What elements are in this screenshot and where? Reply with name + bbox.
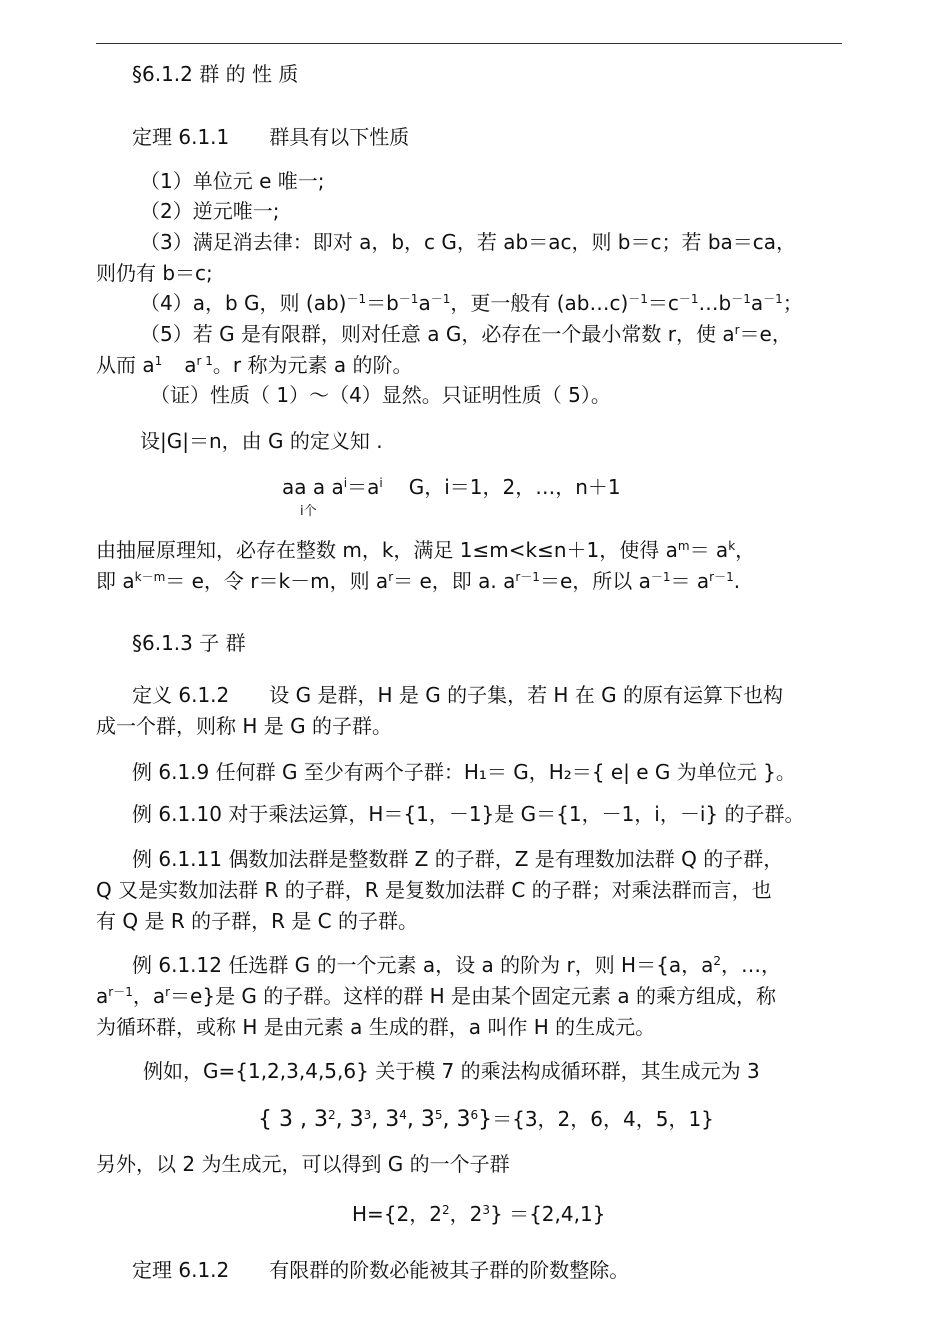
property-2: （2）逆元唯一; (140, 199, 280, 223)
equation-generator-3: { 3 , $3^2$, $3^3$, $3^4$, $3^5$, $3^6\}=\{3$，2，6，4，5，1} (258, 1107, 714, 1132)
section-heading-6-1-2: §6.1.2 群 的 性 质 (132, 62, 299, 86)
theorem-6-1-2 (132, 1256, 629, 1284)
definition-6-1-2-line-2: 成一个群，则称 H 是 G 的子群。 (96, 714, 392, 738)
property-4: （4）a，b G，则 $(ab)^{-1}=b^{-1}a^{-1}$，更一般有 $(ab\dots c)^{-1}=c^{-1}\dots b^{-1}a^{-1}$； (140, 291, 803, 315)
theorem-text: 群具有以下性质 (269, 125, 410, 149)
pigeonhole-line-1: 由抽屉原理知，必存在整数 m，k，满足 1≤m<k≤n＋1，使得 $a^m= a^k$， (96, 538, 756, 562)
example-6-1-11-line-3: 有 Q 是 R 的子群，R 是 C 的子群。 (96, 909, 419, 933)
theorem-text: 有限群的阶数必能被其子群的阶数整除。 (269, 1258, 630, 1282)
property-3-line-2: 则仍有 b＝c; (96, 261, 213, 285)
section-heading-6-1-3: §6.1.3 子 群 (132, 631, 246, 655)
example-6-1-11-line-2: Q 又是实数加法群 R 的子群，R 是复数加法群 C 的子群；对乘法群而言，也 (96, 878, 772, 902)
example-6-1-10: 例 6.1.10 对于乘法运算，H＝{1，－1}是 G＝{1，－1，i，－i} 的子群。 (132, 802, 805, 826)
header-rule (96, 43, 842, 44)
theorem-6-1-1 (132, 123, 409, 151)
proof-setup: 设|G|＝n，由 G 的定义知 . (140, 429, 383, 453)
equation-subgroup-h: H={2，$2^2$，$2^3\} =\{2,4,1\}$ (352, 1202, 606, 1226)
example-6-1-9: 例 6.1.9 任何群 G 至少有两个子群：H₁＝ G，H₂＝{ e| e G 为单位元 }。 (132, 760, 796, 784)
property-1: （1）单位元 e 唯一; (140, 169, 325, 193)
example-6-1-11-line-1: 例 6.1.11 偶数加法群是整数群 Z 的子群，Z 是有理数加法群 Q 的子群， (132, 847, 784, 871)
definition-label: 定义 6.1.2 (132, 683, 230, 707)
example-6-1-12-line-3: 为循环群，或称 H 是由元素 a 生成的群，a 叫作 H 的生成元。 (96, 1015, 656, 1039)
equation-powers: aa a $a^i=a^i$ G，i＝1，2，…，n＋1 (282, 475, 621, 499)
equation-underbrace-label: i个 (300, 504, 317, 519)
generator-2-intro: 另外，以 2 为生成元，可以得到 G 的一个子群 (96, 1152, 510, 1176)
theorem-label: 定理 6.1.2 (132, 1258, 230, 1282)
proof-intro: （证）性质（ 1）～（4）显然。只证明性质（ 5）。 (150, 383, 611, 407)
definition-6-1-2-line-1: 定义 6.1.2 设 G 是群，H 是 G 的子集，若 H 在 G 的原有运算下也构 (132, 683, 784, 707)
example-6-1-12-line-1: 例 6.1.12 任选群 G 的一个元素 a，设 a 的阶为 r，则 H＝{a，$a^2$，…， (132, 953, 781, 977)
cyclic-group-example: 例如，G={1,2,3,4,5,6} 关于模 7 的乘法构成循环群，其生成元为 3 (143, 1059, 760, 1083)
property-5-line-1: （5）若 G 是有限群，则对任意 a G，必存在一个最小常数 r，使 $a^r=e$， (140, 322, 792, 346)
property-3-line-1: （3）满足消去律：即对 a，b，c G，若 ab＝ac，则 b＝c；若 ba＝ca， (140, 230, 797, 254)
example-6-1-12-line-2: $a^{r-1}$，$a^r=e$}是 G 的子群。这样的群 H 是由某个固定元素 a 的乘方组成，称 (96, 984, 777, 1008)
theorem-label: 定理 6.1.1 (132, 125, 230, 149)
property-5-line-2: 从而 $a^1$ $a^{r 1}$。r 称为元素 a 的阶。 (96, 353, 413, 377)
pigeonhole-line-2: 即 $a^{k-m}= e$，令 r＝k－m，则 $a^r= e$，即 a. $a^{r-1}=e$，所以 $a^{-1}= a^{r-1}$. (96, 569, 741, 593)
